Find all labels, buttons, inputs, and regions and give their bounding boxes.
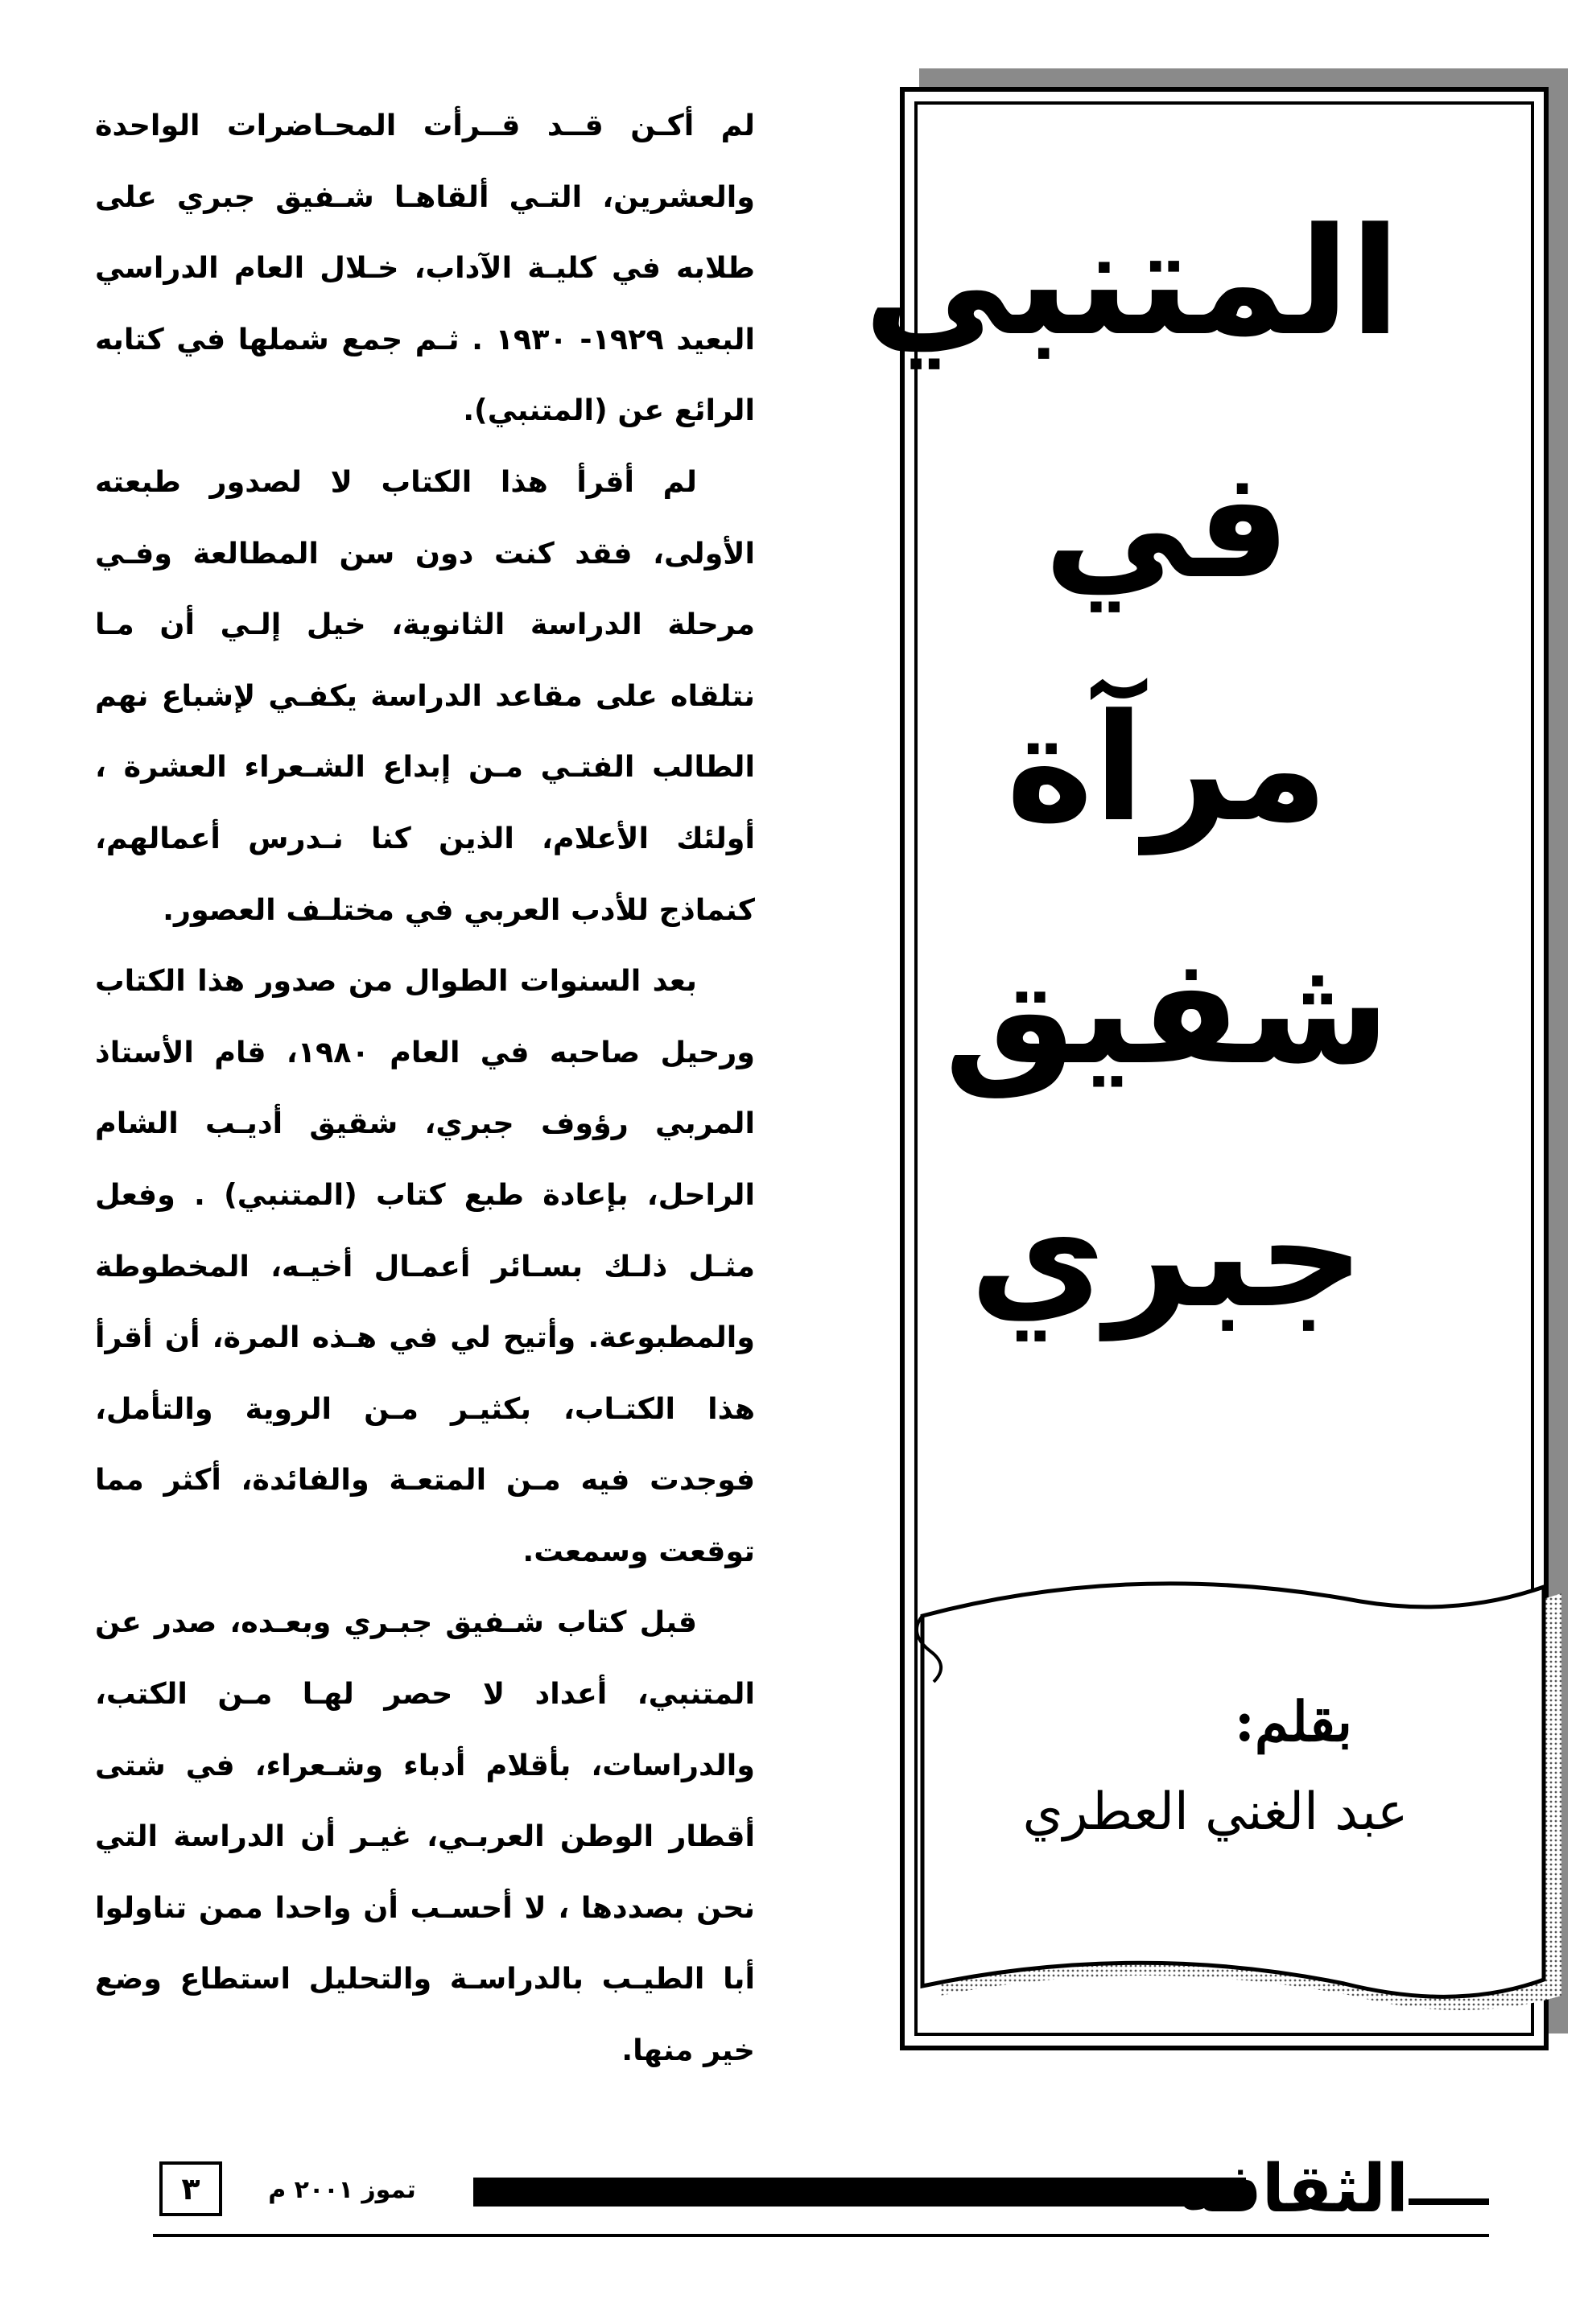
footer-accent-bar: [1409, 2198, 1489, 2205]
title-line: مرآة: [1005, 682, 1329, 855]
footer-rule: [153, 2234, 1489, 2237]
magazine-logo: الثقافة: [1178, 2151, 1409, 2227]
article-paragraph: قبل كتاب شـفيق جبـري وبعـده، صدر عن المتنبي، أعداد لا حصر لهـا مـن الكتب، والدراسات، بأقلام أدباء وشـعراء، في شتى أقطار الوطن العربـي، غيـر أن الدراسة التي نحن بصددها ، لا أحسـب أن واحدا ممن تناولوا أبا الطيـب بالدراسـة والتحليل استطاع وضع خير منها.: [95, 1605, 755, 2068]
footer-bar: [473, 2178, 1246, 2207]
article-body: [95, 90, 755, 2087]
article-title: [864, 161, 1400, 1376]
page-number: ٣: [159, 2161, 222, 2216]
article-paragraph: بعد السنوات الطوال من صدور هذا الكتاب ورحيل صاحبه في العام ١٩٨٠، قام الأستاذ المربي رؤوف جبري، شقيق أديـب الشام الراحل، بإعادة طبع كتاب (المتنبي) . وفعل مثـل ذلـك بسـائر أعمـال أخيـه، المخطوطة والمطبوعة. وأتيح لي في هـذه المرة، أن أقرأ هذا الكتـاب، بكثيـر مـن الروية والتأمل، فوجدت فيه مـن المتعـة والفائدة، أكثر مما توقعت وسمعت.: [95, 963, 755, 1568]
issue-date: تموز ٢٠٠١ م: [268, 2176, 416, 2204]
title-line: شفيق: [943, 925, 1391, 1098]
title-line: جبري: [969, 1168, 1365, 1341]
byline-label: بقلم:: [1234, 1690, 1352, 1754]
title-line: في: [1043, 439, 1291, 612]
article-paragraph: لم أقرأ هذا الكتاب لا لصدور طبعته الأولى، فقد كنت دون سن المطالعة وفـي مرحلة الدراسة الثانوية، خيل إلـي أن مـا نتلقاه على مقاعد الدراسة يكفـي لإشباع نهم الطالب الفتـي مـن إبداع الشـعراء العشرة ، أولئك الأعلام، الذين كنا نـدرس أعمالهم، كنماذج للأدب العربي في مختلـف العصور.: [95, 464, 755, 927]
title-line: المتنبي: [864, 196, 1400, 369]
article-paragraph: لم أكـن قــد قــرأت المحـاضرات الواحدة والعشرين، التـي ألقاهـا شـفيق جبري على طلابه في كليـة الآداب، خـلال العام الدراسي البعيد ١٩٢٩- ١٩٣٠ . ثـم جمع شملها في كتابه الرائع عن (المتنبي).: [95, 108, 756, 428]
byline-author: عبد الغني العطري: [1022, 1782, 1409, 1842]
